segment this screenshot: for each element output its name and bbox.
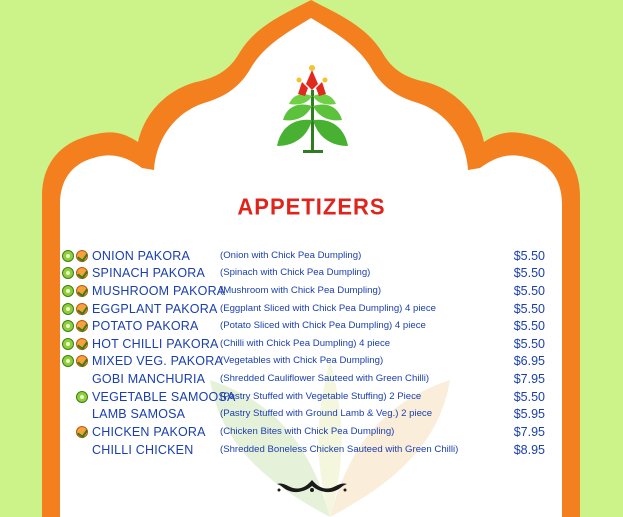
dietary-badges	[62, 391, 92, 405]
menu-item	[0, 425, 623, 442]
veg-icon	[76, 391, 88, 403]
menu-item	[0, 249, 623, 266]
item-price: $6.95	[513, 354, 545, 368]
menu-item	[0, 372, 623, 389]
flourish-ornament-icon	[273, 476, 351, 496]
veg-icon	[62, 303, 74, 315]
item-price: $5.50	[513, 302, 545, 316]
item-price: $5.95	[513, 407, 545, 421]
item-name: ONION PAKORA	[92, 249, 191, 263]
gluten-free-icon	[76, 285, 88, 297]
item-description: (Chilli with Chick Pea Dumpling) 4 piece	[220, 338, 391, 349]
gluten-free-icon	[76, 303, 88, 315]
item-name: LAMB SAMOSA	[92, 407, 186, 421]
veg-icon	[62, 250, 74, 262]
item-description: (Shredded Boneless Chicken Sauteed with Green Chilli)	[220, 444, 459, 455]
menu-item	[0, 284, 623, 301]
item-name: GOBI MANCHURIA	[92, 372, 206, 386]
gluten-free-icon	[76, 267, 88, 279]
flower-plant-icon	[275, 60, 350, 160]
veg-icon	[62, 320, 74, 332]
dietary-badges	[62, 338, 92, 352]
gluten-free-icon	[76, 426, 88, 438]
item-description: (Spinach with Chick Pea Dumpling)	[220, 267, 371, 278]
dietary-badges	[62, 320, 92, 334]
item-name: MUSHROOM PAKORA	[92, 284, 226, 298]
item-description: (Pastry Stuffed with Ground Lamb & Veg.) 2 piece	[220, 408, 433, 419]
dietary-badges	[62, 303, 92, 317]
item-name: CHILLI CHICKEN	[92, 443, 194, 457]
menu-item	[0, 407, 623, 424]
item-price: $7.95	[513, 372, 545, 386]
item-description: (Mushroom with Chick Pea Dumpling)	[220, 285, 382, 296]
item-description: (Eggplant Sliced with Chick Pea Dumpling) 4 piece	[220, 303, 436, 314]
veg-icon	[62, 267, 74, 279]
menu-item	[0, 443, 623, 460]
gluten-free-icon	[76, 355, 88, 367]
item-description: (Vegetables with Chick Pea Dumpling)	[220, 355, 384, 366]
menu-item	[0, 354, 623, 371]
item-name: VEGETABLE SAMOOSA	[92, 390, 236, 404]
item-price: $5.50	[513, 249, 545, 263]
item-price: $5.50	[513, 337, 545, 351]
section-title: APPETIZERS	[237, 193, 386, 220]
veg-icon	[62, 285, 74, 297]
item-name: EGGPLANT PAKORA	[92, 302, 218, 316]
menu-item	[0, 390, 623, 407]
item-price: $5.50	[513, 284, 545, 298]
item-description: (Shredded Cauliflower Sauteed with Green Chilli)	[220, 373, 430, 384]
item-name: CHICKEN PAKORA	[92, 425, 206, 439]
gluten-free-icon	[76, 250, 88, 262]
dietary-badges	[62, 355, 92, 369]
veg-icon	[62, 355, 74, 367]
item-description: (Chicken Bites with Chick Pea Dumpling)	[220, 426, 395, 437]
item-price: $5.50	[513, 266, 545, 280]
item-price: $5.50	[513, 319, 545, 333]
item-description: (Onion with Chick Pea Dumpling)	[220, 250, 362, 261]
item-name: MIXED VEG. PAKORA	[92, 354, 223, 368]
veg-icon	[62, 338, 74, 350]
item-description: (Potato Sliced with Chick Pea Dumpling) 4 piece	[220, 320, 426, 331]
item-description: (Pastry Stuffed with Vegetable Stuffing) 2 Piece	[220, 391, 422, 402]
dietary-badges	[62, 285, 92, 299]
item-name: SPINACH PAKORA	[92, 266, 206, 280]
gluten-free-icon	[76, 320, 88, 332]
item-name: POTATO PAKORA	[92, 319, 199, 333]
item-price: $7.95	[513, 425, 545, 439]
menu-item	[0, 302, 623, 319]
menu-item	[0, 337, 623, 354]
menu-item	[0, 266, 623, 283]
dietary-badges	[62, 267, 92, 281]
item-price: $8.95	[513, 443, 545, 457]
item-name: HOT CHILLI PAKORA	[92, 337, 219, 351]
dietary-badges	[62, 426, 92, 440]
gluten-free-icon	[76, 338, 88, 350]
dietary-badges	[62, 250, 92, 264]
menu-item	[0, 319, 623, 336]
item-price: $5.50	[513, 390, 545, 404]
